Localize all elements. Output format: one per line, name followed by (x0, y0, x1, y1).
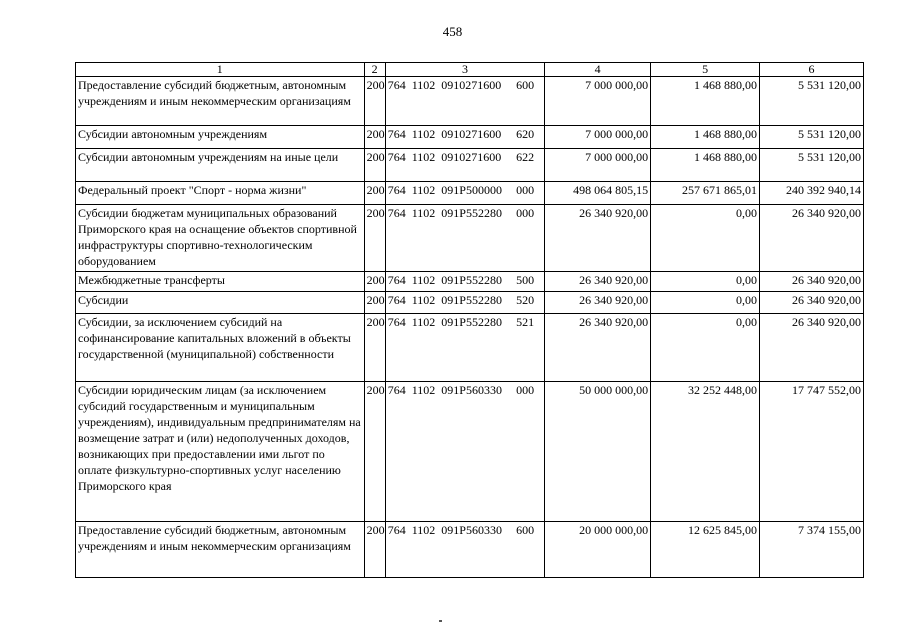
row-code-cell (385, 149, 544, 182)
row-col4: 20 000 000,00 (545, 522, 651, 578)
header-cell: 5 (651, 63, 760, 77)
table-row (76, 272, 864, 292)
row-col4: 26 340 920,00 (545, 314, 651, 382)
row-col5: 257 671 865,01 (651, 182, 760, 205)
header-cell: 4 (545, 63, 651, 77)
row-type: 600 (516, 78, 535, 92)
row-col5: 0,00 (651, 292, 760, 314)
row-type: 000 (516, 383, 535, 397)
table-row (76, 522, 864, 578)
row-col6: 26 340 920,00 (760, 292, 864, 314)
row-col2: 200 (364, 205, 385, 272)
row-type: 521 (516, 315, 535, 329)
row-type: 600 (516, 523, 535, 537)
header-cell: 6 (760, 63, 864, 77)
row-col2: 200 (364, 382, 385, 522)
row-col4: 7 000 000,00 (545, 77, 651, 126)
row-code: 764 1102 091P552280 (387, 293, 502, 307)
header-cell: 1 (76, 63, 365, 77)
row-name: Субсидии автономным учреждениям (76, 126, 365, 149)
row-col6: 7 374 155,00 (760, 522, 864, 578)
row-col5: 0,00 (651, 205, 760, 272)
row-code: 764 1102 0910271600 (387, 127, 502, 141)
row-col2: 200 (364, 292, 385, 314)
row-col5: 0,00 (651, 272, 760, 292)
row-code: 764 1102 0910271600 (387, 150, 502, 164)
row-name: Федеральный проект "Спорт - норма жизни" (76, 182, 365, 205)
row-col6: 5 531 120,00 (760, 149, 864, 182)
row-col6: 5 531 120,00 (760, 77, 864, 126)
row-col5: 12 625 845,00 (651, 522, 760, 578)
row-col6: 17 747 552,00 (760, 382, 864, 522)
row-code-cell (385, 382, 544, 522)
row-col2: 200 (364, 314, 385, 382)
row-col4: 26 340 920,00 (545, 205, 651, 272)
budget-table (75, 62, 864, 578)
row-col2: 200 (364, 126, 385, 149)
row-name: Межбюджетные трансферты (76, 272, 365, 292)
row-col2: 200 (364, 182, 385, 205)
row-col6: 240 392 940,14 (760, 182, 864, 205)
row-col4: 7 000 000,00 (545, 149, 651, 182)
row-code-cell (385, 182, 544, 205)
row-col4: 26 340 920,00 (545, 292, 651, 314)
page-number: 458 (442, 24, 463, 39)
row-col6: 26 340 920,00 (760, 314, 864, 382)
table-row (76, 314, 864, 382)
row-col5: 1 468 880,00 (651, 126, 760, 149)
row-col5: 1 468 880,00 (651, 149, 760, 182)
row-col5: 0,00 (651, 314, 760, 382)
row-code-cell (385, 126, 544, 149)
row-col2: 200 (364, 272, 385, 292)
row-col2: 200 (364, 522, 385, 578)
row-name: Предоставление субсидий бюджетным, автономным учреждениям и иным некоммерческим организациям (76, 77, 365, 126)
row-name: Предоставление субсидий бюджетным, автономным учреждениям и иным некоммерческим организациям (76, 522, 365, 578)
row-code: 764 1102 091P552280 (387, 315, 502, 329)
row-col5: 1 468 880,00 (651, 77, 760, 126)
row-name: Субсидии (76, 292, 365, 314)
scan-dot (439, 620, 442, 622)
row-col4: 498 064 805,15 (545, 182, 651, 205)
table-row (76, 382, 864, 522)
row-code: 764 1102 091P552280 (387, 206, 502, 220)
row-col6: 26 340 920,00 (760, 205, 864, 272)
row-name: Субсидии бюджетам муниципальных образований Приморского края на оснащение объектов спортивной инфраструктуры спортивно-технологическим оборудованием (76, 205, 365, 272)
table-row (76, 126, 864, 149)
row-col5: 32 252 448,00 (651, 382, 760, 522)
row-code: 764 1102 091P560330 (387, 383, 502, 397)
row-name: Субсидии автономным учреждениям на иные цели (76, 149, 365, 182)
row-col4: 7 000 000,00 (545, 126, 651, 149)
row-type: 622 (516, 150, 535, 164)
row-col6: 26 340 920,00 (760, 272, 864, 292)
row-code: 764 1102 091P560330 (387, 523, 502, 537)
row-type: 500 (516, 273, 535, 287)
row-name: Субсидии юридическим лицам (за исключением субсидий государственным и муниципальным учреждениям), индивидуальным предпринимателям на возмещение затрат и (или) недополученных доходов, возникающих при предоставлении ими льгот по оплате физкультурно-спортивных услуг населению Приморского края (76, 382, 365, 522)
row-code: 764 1102 091P500000 (387, 183, 502, 197)
row-col4: 50 000 000,00 (545, 382, 651, 522)
row-col6: 5 531 120,00 (760, 126, 864, 149)
header-cell: 2 (364, 63, 385, 77)
table-row (76, 77, 864, 126)
row-code-cell (385, 314, 544, 382)
row-name: Субсидии, за исключением субсидий на софинансирование капитальных вложений в объекты государственной (муниципальной) собственности (76, 314, 365, 382)
table-row (76, 205, 864, 272)
row-type: 000 (516, 183, 535, 197)
row-code: 764 1102 091P552280 (387, 273, 502, 287)
row-type: 520 (516, 293, 535, 307)
row-code-cell (385, 205, 544, 272)
row-type: 000 (516, 206, 535, 220)
row-code-cell (385, 77, 544, 126)
row-col2: 200 (364, 77, 385, 126)
header-cell: 3 (385, 63, 544, 77)
row-col2: 200 (364, 149, 385, 182)
row-code: 764 1102 0910271600 (387, 78, 502, 92)
row-code-cell (385, 292, 544, 314)
table-row (76, 182, 864, 205)
table-row (76, 149, 864, 182)
row-code-cell (385, 272, 544, 292)
row-code-cell (385, 522, 544, 578)
row-col4: 26 340 920,00 (545, 272, 651, 292)
header-row (76, 63, 864, 77)
table-row (76, 292, 864, 314)
row-type: 620 (516, 127, 535, 141)
